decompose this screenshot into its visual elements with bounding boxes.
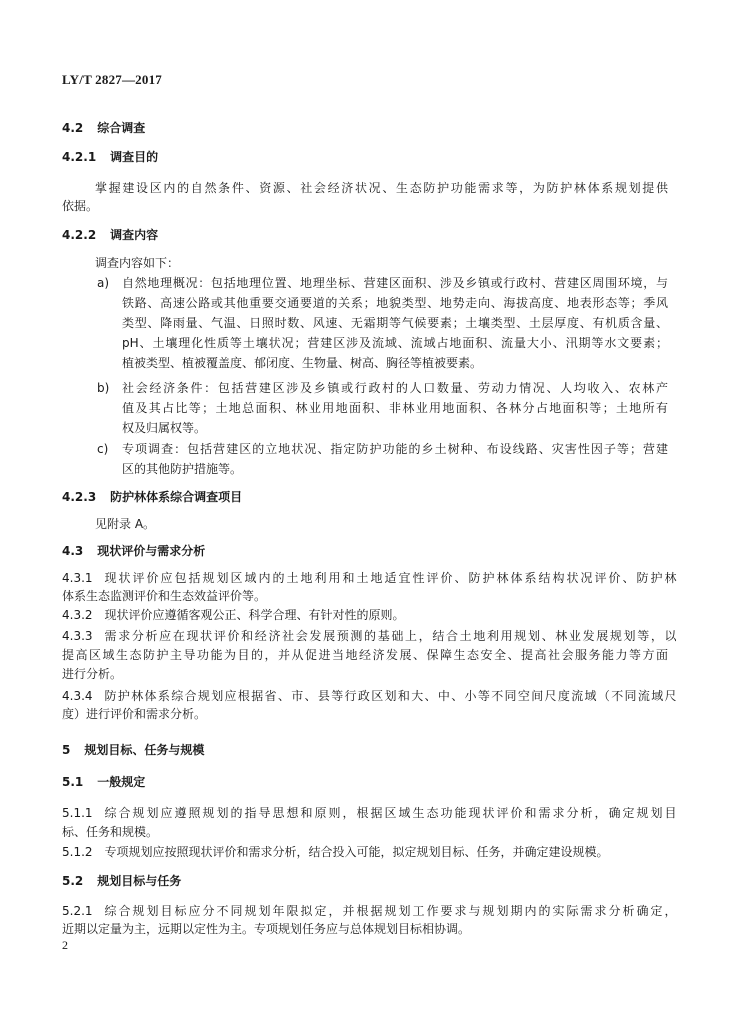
- clause-number: 4.3.4: [62, 689, 93, 703]
- list-line: 类型、降雨量、气温、日照时数、风速、无霜期等气候要素；土壤类型、土层厚度、有机质含量、: [122, 316, 668, 330]
- heading-5-1: [62, 774, 145, 790]
- section-number: 4.3: [62, 544, 84, 558]
- list-line: 值及其占比等；土地总面积、林业用地面积、非林业用地面积、各林分占地面积等；土地所有: [122, 401, 668, 415]
- list-label-c: c): [97, 442, 109, 456]
- clause-number: 5.2.1: [62, 904, 93, 918]
- clause-4-3-3: 4.3.3 需求分析应在现状评价和经济社会发展预测的基础上，结合土地利用规划、林业发展规划等，以: [62, 629, 677, 643]
- paragraph-line: 提高区域生态防护主导功能为目的，并从促进当地经济发展、保障生态安全、提高社会服务能力等方面: [62, 648, 668, 662]
- section-title: 综合调查: [97, 121, 146, 135]
- page-number: 2: [62, 938, 68, 952]
- paragraph-line: 体系生态监测评价和生态效益评价等。: [62, 589, 267, 603]
- heading-4-2-1: [62, 149, 158, 165]
- clause-5-1-2: 5.1.2 专项规划应按照现状评价和需求分析，结合投入可能，拟定规划目标、任务，并确定建设规模。: [62, 845, 609, 859]
- clause-number: 5.1.2: [62, 845, 93, 859]
- heading-5-2: [62, 873, 181, 889]
- section-title: 调查目的: [110, 150, 159, 164]
- section-title: 一般规定: [97, 775, 146, 789]
- clause-number: 4.3.2: [62, 608, 93, 622]
- paragraph-line: 度）进行评价和需求分析。: [62, 707, 207, 721]
- clause-5-1-1: 5.1.1 综合规划应遵照规划的指导思想和原则，根据区域生态功能现状评价和需求分析，确定规划目: [62, 806, 677, 820]
- heading-4-2-3: [62, 489, 242, 505]
- list-line: pH、土壤理化性质等土壤状况；营建区涉及流域、流域占地面积、流量大小、汛期等水文要素；: [122, 336, 668, 350]
- section-title: 防护林体系综合调查项目: [110, 490, 243, 504]
- section-number: 5: [62, 743, 71, 757]
- clause-4-3-1: 4.3.1 现状评价应包括规划区域内的土地利用和土地适宜性评价、防护林体系结构状况评价、防护林: [62, 571, 677, 585]
- list-label-a: a): [97, 276, 110, 290]
- section-number: 4.2.2: [62, 228, 97, 242]
- paragraph-line: 调查内容如下：: [95, 256, 180, 270]
- list-line: 自然地理概况：包括地理位置、地理坐标、营建区面积、涉及乡镇或行政村、营建区周围环境，与: [122, 276, 668, 290]
- list-line: 专项调查：包括营建区的立地状况、指定防护功能的乡土树种、布设线路、灾害性因子等；营建: [122, 442, 668, 456]
- clause-number: 5.1.1: [62, 806, 93, 820]
- list-line: 区的其他防护措施等。: [122, 462, 243, 476]
- paragraph-line: 进行分析。: [62, 667, 123, 681]
- paragraph-line: 掌握建设区内的自然条件、资源、社会经济状况、生态防护功能需求等，为防护林体系规划提供: [95, 181, 668, 195]
- section-title: 规划目标、任务与规模: [84, 743, 205, 757]
- section-number: 4.2.3: [62, 490, 97, 504]
- standard-code: LY/T 2827—2017: [62, 72, 162, 87]
- section-number: 5.1: [62, 775, 84, 789]
- section-title: 规划目标与任务: [97, 874, 182, 888]
- clause-5-2-1: 5.2.1 综合规划目标应分不同规划年限拟定，并根据规划工作要求与规划期内的实际需求分析确定，: [62, 904, 677, 918]
- list-line: 社会经济条件：包括营建区涉及乡镇或行政村的人口数量、劳动力情况、人均收入、农林产: [122, 381, 668, 395]
- paragraph-line: 标、任务和规模。: [62, 825, 159, 839]
- section-number: 4.2.1: [62, 150, 97, 164]
- heading-5: [62, 742, 204, 758]
- heading-4-3: [62, 543, 205, 559]
- list-label-b: b): [97, 381, 110, 395]
- list-line: 铁路、高速公路或其他重要交通要道的关系；地貌类型、地势走向、海拔高度、地表形态等；季风: [122, 296, 668, 310]
- section-number: 5.2: [62, 874, 84, 888]
- section-number: 4.2: [62, 121, 84, 135]
- heading-4-2-2: [62, 227, 158, 243]
- clause-4-3-4: 4.3.4 防护林体系综合规划应根据省、市、县等行政区划和大、中、小等不同空间尺度流域（不同流域尺: [62, 689, 677, 703]
- paragraph-line: 依据。: [62, 199, 99, 213]
- clause-4-3-2: 4.3.2 现状评价应遵循客观公正、科学合理、有针对性的原则。: [62, 608, 405, 622]
- clause-number: 4.3.1: [62, 571, 93, 585]
- section-title: 现状评价与需求分析: [97, 544, 206, 558]
- paragraph-line: 见附录 A。: [95, 517, 156, 531]
- list-line: 植被类型、植被覆盖度、郁闭度、生物量、树高、胸径等植被要素。: [122, 356, 483, 370]
- section-title: 调查内容: [110, 228, 159, 242]
- heading-4-2: [62, 120, 145, 136]
- paragraph-line: 近期以定量为主，远期以定性为主。专项规划任务应与总体规划目标相协调。: [62, 922, 471, 936]
- clause-number: 4.3.3: [62, 629, 93, 643]
- list-line: 权及归属权等。: [122, 421, 207, 435]
